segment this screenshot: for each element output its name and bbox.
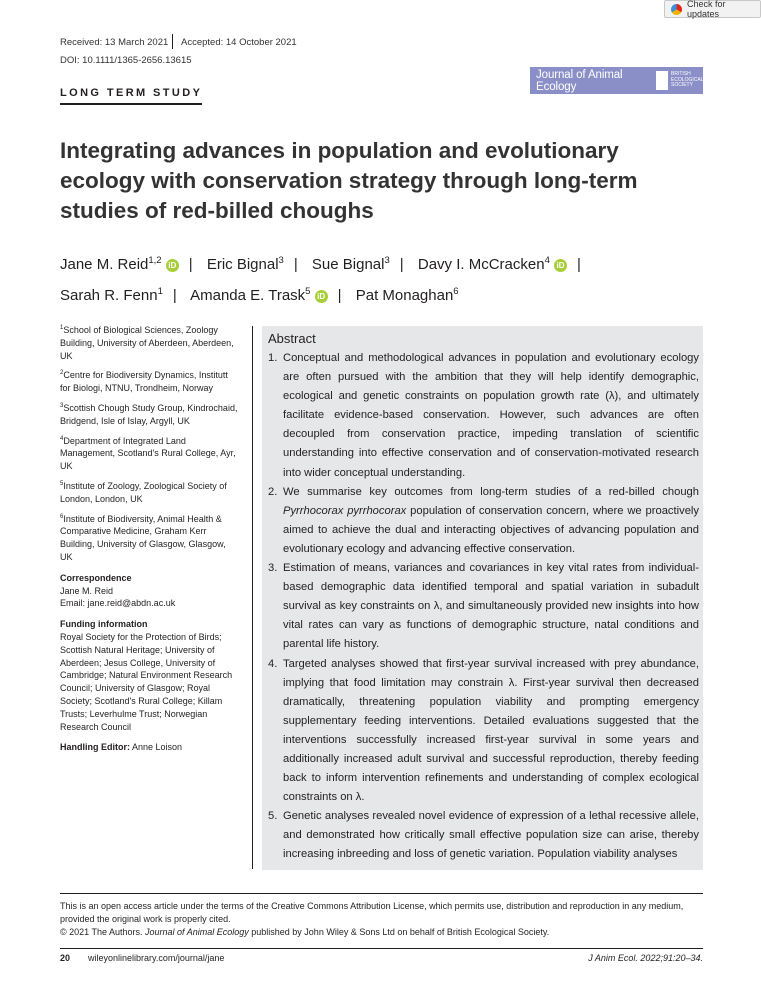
section-rule <box>60 103 202 105</box>
abstract-heading: Abstract <box>268 331 316 346</box>
author-separator: | <box>577 256 581 273</box>
author-separator: | <box>337 287 342 304</box>
species-name: Pyrrhocorax pyrrhocorax <box>283 504 407 517</box>
abstract-item: 2. We summarise key outcomes from long-term studies of a red-billed chough Pyrrhocorax pyrrhocorax population of conservation concern, where we proactively aimed to achieve the dual and interacting objectives of advancing population and evolutionary ecology and advancing effective conservation. <box>268 485 700 555</box>
doi[interactable]: DOI: 10.1111/1365-2656.13615 <box>60 55 192 66</box>
check-for-updates-button[interactable] <box>664 0 761 18</box>
orcid-icon[interactable]: iD <box>315 290 328 303</box>
author[interactable]: Jane M. Reid$^{1,2}$ iD <box>60 256 179 273</box>
author-list <box>60 247 710 309</box>
affiliation: $^4$Department of Integrated Land Management, Scotland's Rural College, Ayr, UK <box>60 435 236 472</box>
handling-editor: Handling Editor: Anne Loison <box>60 742 183 753</box>
author[interactable]: Pat Monaghan$^6$ <box>355 286 459 304</box>
crossmark-icon <box>671 4 682 15</box>
license-text: This is an open access article under the terms of the Creative Commons Attribution License, which permits use, distribution and reproduction in any medium, provided the original work is properly cited. © 2021 The Authors. Journal of Animal Ecology published by John Wiley & Sons Ltd on behalf of British Ecological Society. <box>60 901 684 937</box>
sidebar <box>60 322 240 754</box>
society-logo-text: BRITISH ECOLOGICAL SOCIETY <box>671 71 704 89</box>
check-for-updates-label: Check for updates <box>687 0 726 19</box>
author-separator: | <box>188 256 193 273</box>
citation: J Anim Ecol. 2022;91:20–34. <box>588 953 703 963</box>
affiliation: $^5$Institute of Zoology, Zoological Society of London, London, UK <box>60 480 227 504</box>
page-footer <box>60 953 703 963</box>
affiliation: $^6$Institute of Biodiversity, Animal Health & Comparative Medicine, Graham Kerr Building, University of Glasgow, Glasgow, UK <box>60 513 226 562</box>
society-mark-icon <box>656 71 668 90</box>
date-separator <box>172 34 173 49</box>
author[interactable]: Sarah R. Fenn$^1$ <box>60 286 163 304</box>
author[interactable]: Sue Bignal$^3$ <box>311 255 390 273</box>
author[interactable]: Amanda E. Trask$^5$ iD <box>190 287 328 304</box>
correspondence-name: Jane M. Reid <box>60 585 114 596</box>
author-separator: | <box>293 256 298 273</box>
abstract-box <box>262 326 703 870</box>
bottom-rule <box>60 948 703 949</box>
society-logo <box>650 71 703 90</box>
affiliation: $^2$Centre for Biodiversity Dynamics, Institutt for Biologi, NTNU, Trondheim, Norway <box>60 370 228 394</box>
accepted-date: Accepted: 14 October 2021 <box>181 37 297 48</box>
author[interactable]: Eric Bignal$^3$ <box>206 255 284 273</box>
received-date: Received: 13 March 2021 <box>60 37 169 48</box>
affiliation: $^1$School of Biological Sciences, Zoology Building, University of Aberdeen, Aberdeen, UK <box>60 325 234 361</box>
journal-logo-name: Journal of Animal Ecology <box>536 68 623 93</box>
orcid-icon[interactable]: iD <box>554 259 567 272</box>
abstract-item: 5. Genetic analyses revealed novel evidence of expression of a lethal recessive allele, and demonstrated how critically small effective population size can arise, thereby increasing inbreeding and loss of genetic variation. Population viability analyses <box>268 810 699 861</box>
author[interactable]: Davy I. McCracken$^4$ iD <box>418 256 567 273</box>
abstract-item: 3. Estimation of means, variances and covariances in key vital rates from individual-based demographic data identified temporal and spatial variation in subadult survival as key constraints on λ, and simultaneously provided new insights into how vital rates can vary as functions of demographic structure, natal conditions and parental life history. <box>268 562 699 651</box>
section-label: LONG TERM STUDY <box>60 87 203 99</box>
author-separator: | <box>399 256 404 273</box>
abstract-list <box>268 349 699 865</box>
sidebar-divider <box>252 326 253 869</box>
journal-logo <box>530 67 703 94</box>
page-number: 20 <box>60 953 71 963</box>
footer-rule <box>60 893 703 894</box>
orcid-icon[interactable]: iD <box>166 259 179 272</box>
correspondence-heading: Correspondence <box>60 572 132 583</box>
author-separator: | <box>172 287 177 304</box>
abstract-item: 4. Targeted analyses showed that first-year survival increased with prey abundance, implying that food limitation may constrain λ. First-year survival then decreased dramatically, threatening population viability and prompting emergency supplementary feeding interventions. Detailed evaluations suggested that the interventions successfully increased first-year survival in some years and additionally increased adult survival and successful reproduction, thereby feeding back to inform intervention refinements and understanding of complex ecological constraints on λ. <box>268 657 699 804</box>
article-title: Integrating advances in population and evolutionary ecology with conservation strategy through long-term studies of red-billed choughs <box>60 138 638 223</box>
journal-url[interactable]: wileyonlinelibrary.com/journal/jane <box>88 953 225 963</box>
correspondence-email[interactable]: Email: jane.reid@abdn.ac.uk <box>60 598 176 609</box>
affiliation: $^3$Scottish Chough Study Group, Kindrochaid, Bridgend, Isle of Islay, Argyll, UK <box>60 402 238 426</box>
abstract-item: 1. Conceptual and methodological advances in population and evolutionary ecology are often pursued with the ambition that they will help identify demographic, ecological and genetic constraints on population growth rate (λ), and ultimately facilitate evidence-based conservation. However, such advances are often decoupled from conservation practice, impeding translation of scientific understanding into effective conservation and of conservation-motivated research into wider conceptual understanding. <box>268 352 699 479</box>
funding-heading: Funding information <box>60 619 148 630</box>
funding-text: Royal Society for the Protection of Birds; Scottish Natural Heritage; University of Aberdeen; Jesus College, University of Cambridge; Natural Environment Research Council; University of Glasgow; Royal Society; Scotland's Rural College; Killam Trusts; Leverhulme Trust; Norwegian Research Council <box>60 631 233 732</box>
